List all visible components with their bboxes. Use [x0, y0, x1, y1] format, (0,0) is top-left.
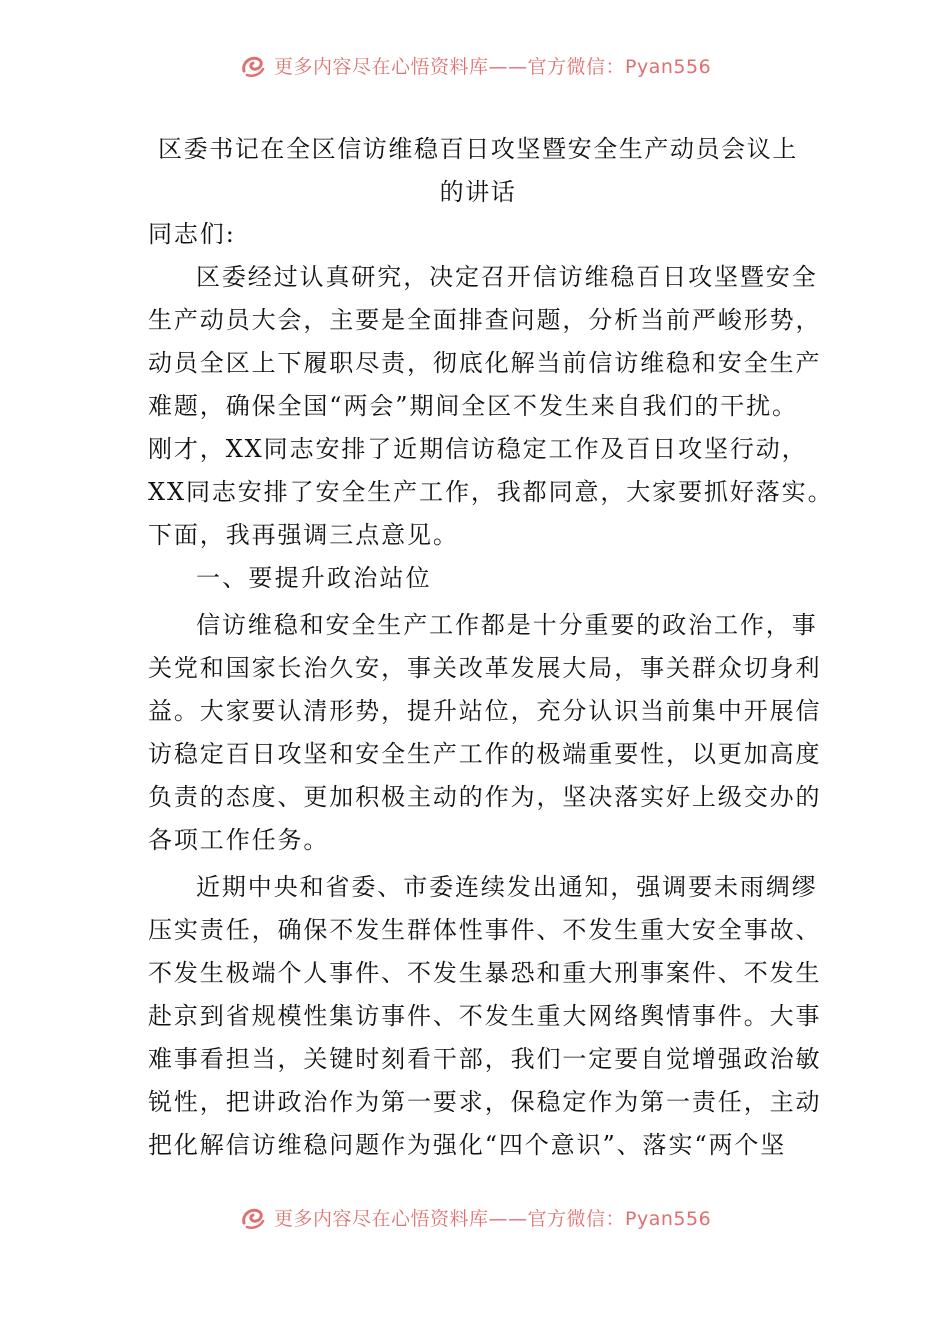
- text-line: 不发生极端个人事件、不发生暴恐和重大刑事案件、不发生: [148, 959, 822, 987]
- page-title-line-1: 区委书记在全区信访维稳百日攻坚暨安全生产动员会议上: [158, 135, 798, 163]
- swirl-logo-icon: [240, 1208, 266, 1231]
- text-line: 动员全区上下履职尽责，彻底化解当前信访维稳和安全生产: [148, 349, 822, 377]
- watermark-text: 更多内容尽在心悟资料库——官方微信：Pyan556: [274, 56, 712, 78]
- text-line: 生产动员大会，主要是全面排查问题，分析当前严峻形势，: [148, 306, 822, 334]
- text-line: 各项工作任务。: [148, 826, 330, 854]
- text-line: 负责的态度、更加积极主动的作为，坚决落实好上级交办的: [148, 783, 822, 811]
- salutation: 同志们:: [148, 220, 236, 248]
- footer-watermark: [0, 1208, 950, 1232]
- text-line: 赴京到省规模性集访事件、不发生重大网络舆情事件。大事: [148, 1002, 822, 1030]
- text-line: 区委经过认真研究，决定召开信访维稳百日攻坚暨安全: [196, 263, 818, 291]
- watermark-text: 更多内容尽在心悟资料库——官方微信：Pyan556: [274, 1208, 712, 1230]
- text-line: 难题，确保全国“两会”期间全区不发生来自我们的干扰。: [148, 392, 798, 420]
- text-line: 锐性，把讲政治作为第一要求，保稳定作为第一责任，主动: [148, 1088, 822, 1116]
- page-title-line-2: 的讲话: [439, 178, 517, 206]
- text-line: 近期中央和省委、市委连续发出通知，强调要未雨绸缪: [196, 873, 818, 901]
- section-heading: 一、要提升政治站位: [196, 564, 432, 592]
- text-line: XX同志安排了安全生产工作，我都同意，大家要抓好落实。: [148, 478, 834, 506]
- text-line: 信访维稳和安全生产工作都是十分重要的政治工作，事: [196, 611, 818, 639]
- text-line: 刚才，XX同志安排了近期信访稳定工作及百日攻坚行动，: [148, 435, 808, 463]
- text-line: 把化解信访维稳问题作为强化“四个意识”、落实“两个坚: [148, 1131, 787, 1159]
- text-line: 难事看担当，关键时刻看干部，我们一定要自觉增强政治敏: [148, 1045, 822, 1073]
- header-watermark: [0, 56, 950, 80]
- text-line: 压实责任，确保不发生群体性事件、不发生重大安全事故、: [148, 916, 822, 944]
- swirl-logo-icon: [240, 56, 266, 79]
- text-line: 访稳定百日攻坚和安全生产工作的极端重要性，以更加高度: [148, 740, 822, 768]
- text-line: 下面，我再强调三点意见。: [148, 521, 459, 549]
- text-line: 益。大家要认清形势，提升站位，充分认识当前集中开展信: [148, 697, 822, 725]
- text-line: 关党和国家长治久安，事关改革发展大局，事关群众切身利: [148, 654, 822, 682]
